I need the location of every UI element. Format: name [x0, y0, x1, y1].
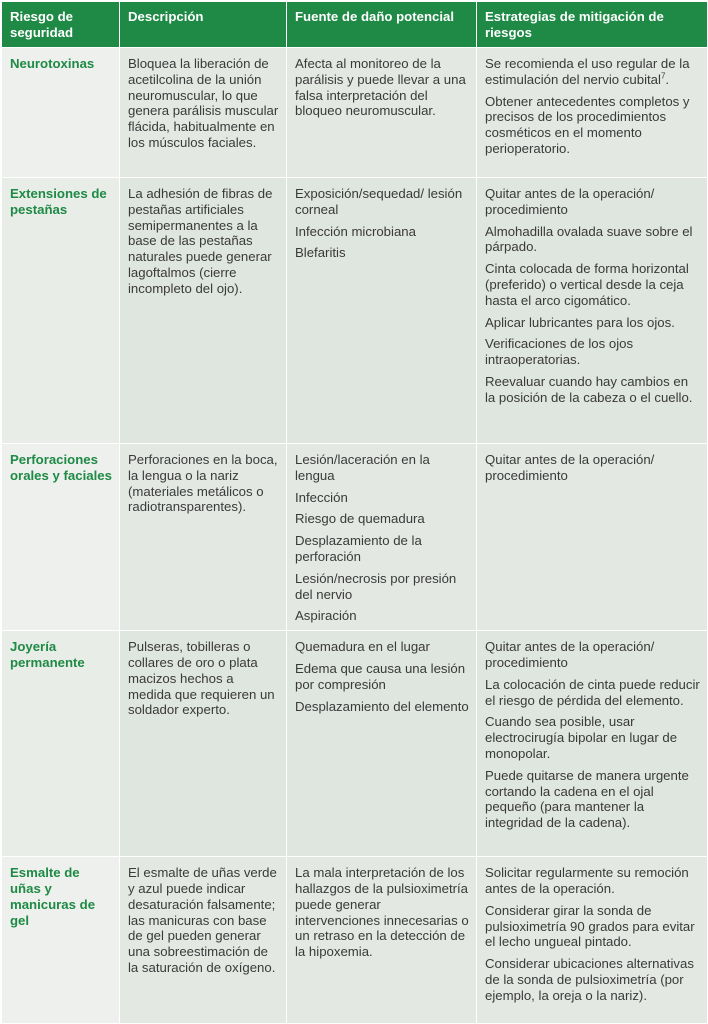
risk-strategies	[477, 444, 708, 631]
source-item: Infección microbiana	[295, 223, 416, 239]
strategy-item: Obtener antecedentes completos y precisos de los procedimientos cosméticos en el momento perioperatorio.	[485, 93, 690, 156]
strategy-item: Cuando sea posible, usar electrocirugía bipolar en lugar de monopolar.	[485, 714, 678, 761]
source-item: Blefaritis	[295, 245, 346, 261]
risk-description: Pulseras, tobilleras o collares de oro o plata macizos hechos a medida que requieren un soldador experto.	[120, 631, 287, 857]
source-item: Aspiración	[295, 608, 357, 624]
strategy-item: Puede quitarse de manera urgente cortando la cadena en el ojal pequeño (para mantener la integridad de la cadena).	[485, 767, 689, 831]
strategy-item: Quitar antes de la operación/ procedimiento	[485, 452, 655, 483]
strategy-item: La colocación de cinta puede reducir el riesgo de pérdida del elemento.	[485, 676, 700, 708]
strategy-item: Verificaciones de los ojos intraoperatorias.	[485, 336, 634, 368]
strategy-item: Almohadilla ovalada suave sobre el párpado.	[485, 223, 693, 255]
source-item: Lesión/laceración en la lengua	[295, 452, 430, 483]
strategy-item: Cinta colocada de forma horizontal (preferido) o vertical desde la ceja hasta el arco cigomático.	[485, 261, 689, 308]
strategy-item: Se recomienda el uso regular de la estimulación del nervio cubital$^7$.	[485, 56, 690, 87]
table-row	[2, 48, 708, 178]
risk-name: Esmalte de uñas y manicuras de gel	[2, 857, 120, 1024]
source-item: Lesión/necrosis por presión del nervio	[295, 570, 457, 602]
safety-risk-table	[1, 1, 708, 1024]
risk-description: Perforaciones en la boca, la lengua o la nariz (materiales metálicos o radiotransparentes).	[120, 444, 287, 631]
footnote-ref: 7	[660, 71, 666, 81]
risk-description: Bloquea la liberación de acetilcolina de la unión neuromuscular, lo que genera parálisis muscular flácida, habitualmente en los músculos faciales.	[120, 48, 287, 178]
risk-name: Neurotoxinas	[2, 48, 120, 178]
table-row	[2, 444, 708, 631]
source-item: Desplazamiento de la perforación	[295, 533, 422, 564]
risk-sources	[287, 857, 477, 1024]
header-row	[2, 2, 708, 48]
risk-description: La adhesión de fibras de pestañas artificiales semipermanentes a la base de las pestañas naturales puede generar lagoftalmos (cierre incompleto del ojo).	[120, 178, 287, 444]
source-item: Infección	[295, 489, 348, 505]
strategy-item: Solicitar regularmente su remoción antes de la operación.	[485, 865, 689, 896]
strategy-item: Considerar girar la sonda de pulsioximetría 90 grados para evitar el lecho ungueal pintado.	[485, 902, 695, 950]
risk-sources	[287, 48, 477, 178]
source-item: Riesgo de quemadura	[295, 511, 425, 527]
risk-strategies	[477, 48, 708, 178]
risk-name: Joyería permanente	[2, 631, 120, 857]
header-source: Fuente de daño potencial	[287, 2, 477, 48]
table-row	[2, 857, 708, 1024]
risk-sources	[287, 631, 477, 857]
source-item: Desplazamiento del elemento	[295, 698, 469, 714]
header-risk: Riesgo de seguridad	[2, 2, 120, 48]
risk-name: Perforaciones orales y faciales	[2, 444, 120, 631]
source-item: La mala interpretación de los hallazgos de la pulsioximetría puede generar intervenciones innecesarias o un retraso en la detección de la hipoxemia.	[295, 865, 469, 960]
strategy-item: Aplicar lubricantes para los ojos.	[485, 314, 675, 330]
strategy-item: Quitar antes de la operación/ procedimiento	[485, 639, 655, 670]
risk-strategies	[477, 631, 708, 857]
source-item: Afecta al monitoreo de la parálisis y puede llevar a una falsa interpretación del bloqueo neuromuscular.	[295, 56, 466, 119]
header-strategies: Estrategias de mitigación de riesgos	[477, 2, 708, 48]
header-description: Descripción	[120, 2, 287, 48]
table-row	[2, 631, 708, 857]
source-item: Quemadura en el lugar	[295, 639, 430, 655]
risk-sources	[287, 178, 477, 444]
strategy-item: Considerar ubicaciones alternativas de la sonda de pulsioximetría (por ejemplo, la oreja o la nariz).	[485, 956, 694, 1003]
strategy-item: Quitar antes de la operación/ procedimiento	[485, 186, 655, 217]
source-item: Exposición/sequedad/ lesión corneal	[295, 186, 463, 217]
risk-sources	[287, 444, 477, 631]
source-item: Edema que causa una lesión por compresión	[295, 660, 466, 692]
risk-description: El esmalte de uñas verde y azul puede indicar desaturación falsamente; las manicuras con base de gel pueden generar una sobreestimación de la saturación de oxígeno.	[120, 857, 287, 1024]
risk-name: Extensiones de pestañas	[2, 178, 120, 444]
risk-strategies	[477, 857, 708, 1024]
strategy-item: Reevaluar cuando hay cambios en la posición de la cabeza o el cuello.	[485, 373, 693, 405]
table-row	[2, 178, 708, 444]
risk-strategies	[477, 178, 708, 444]
